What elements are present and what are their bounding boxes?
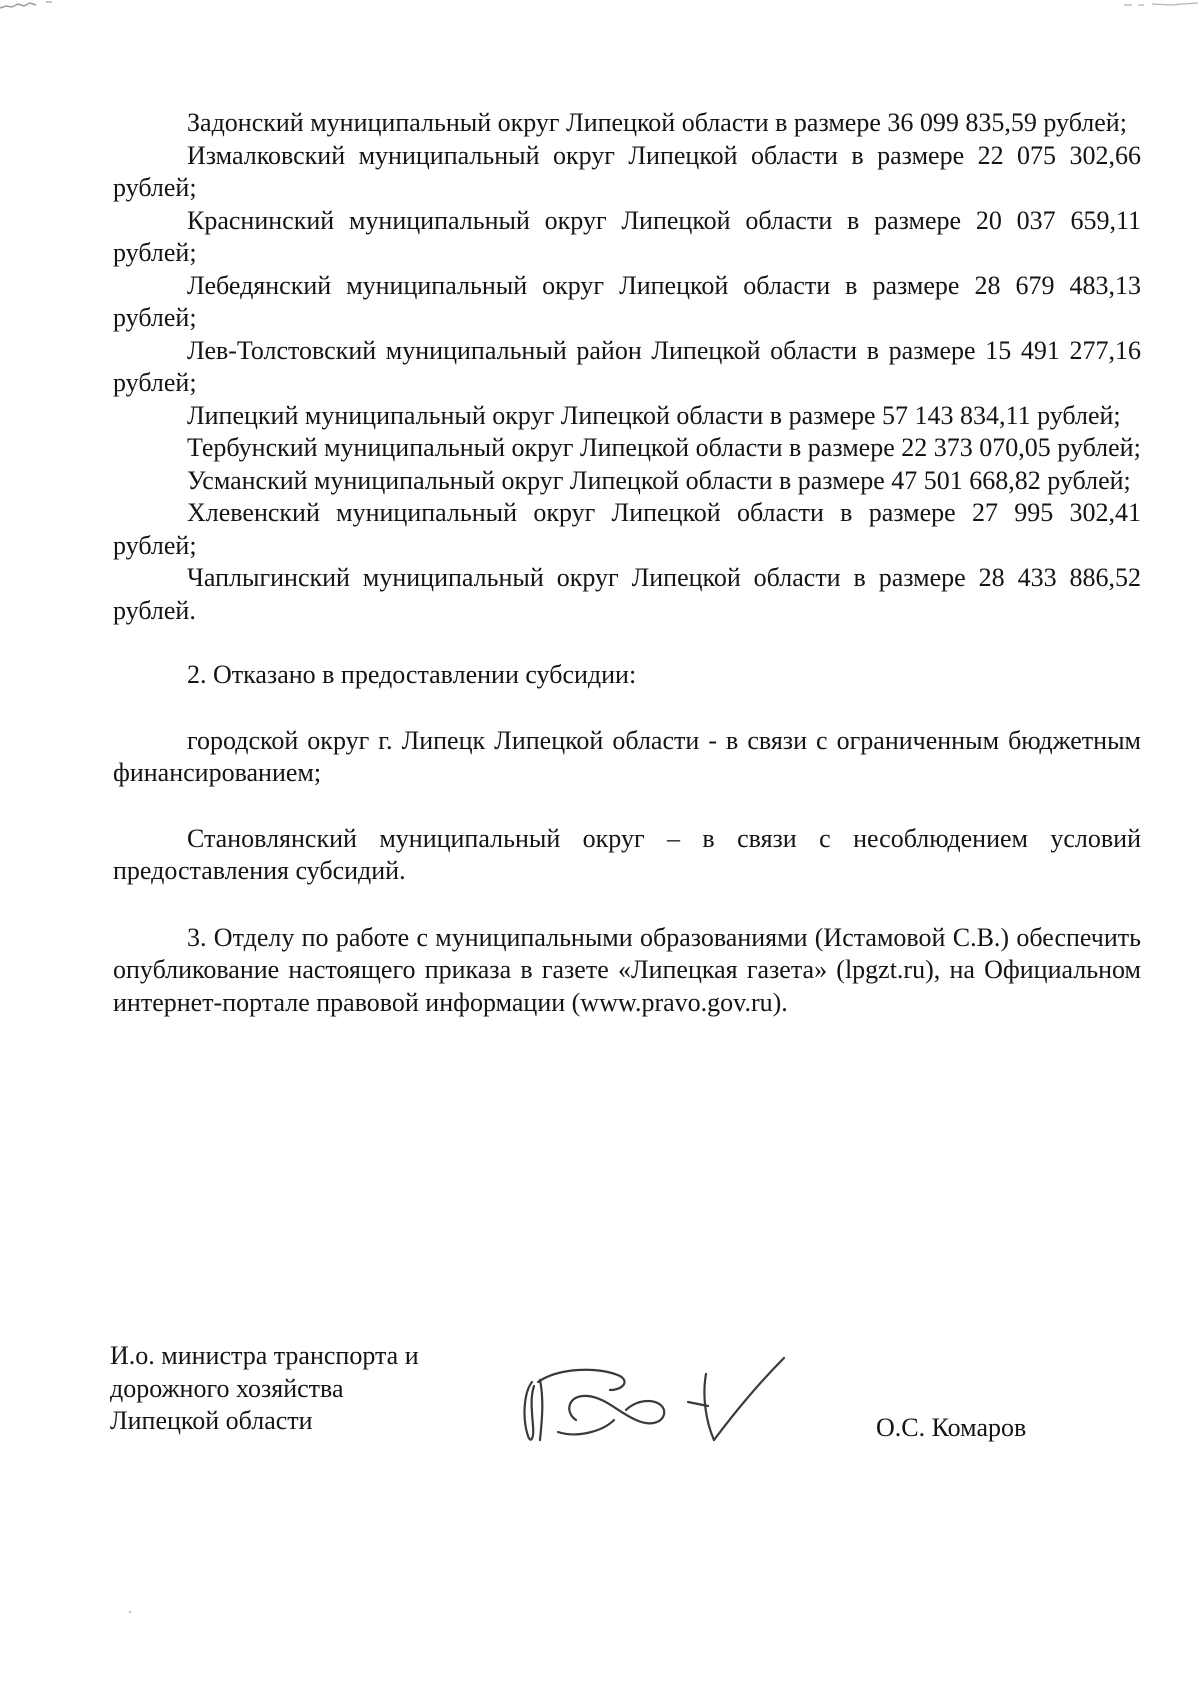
document-body bbox=[113, 107, 1141, 1019]
allocation-item: Лебедянский муниципальный округ Липецкой области в размере 28 679 483,13 рублей; bbox=[113, 270, 1141, 332]
allocation-item: Краснинский муниципальный округ Липецкой области в размере 20 037 659,11 рублей; bbox=[113, 205, 1141, 267]
refusal-item: Становлянский муниципальный округ – в связи с несоблюдением условий предоставления субсидий. bbox=[113, 823, 1141, 885]
allocation-item: Измалковский муниципальный округ Липецкой области в размере 22 075 302,66 рублей; bbox=[113, 140, 1141, 202]
signer-name: О.С. Комаров bbox=[876, 1413, 1027, 1442]
scan-artifact-top-right bbox=[1122, 0, 1200, 10]
signatory-position bbox=[110, 1340, 470, 1438]
item-3-paragraph: 3. Отделу по работе с муниципальными образованиями (Истамовой С.В.) обеспечить опубликование настоящего приказа в газете «Липецкая газета» (lpgzt.ru), на Официальном интернет-портале правовой информации (www.pravo.gov.ru). bbox=[113, 922, 1141, 1017]
allocation-item: Липецкий муниципальный округ Липецкой области в размере 57 143 834,11 рублей; bbox=[187, 400, 1121, 430]
signatory-position-line: И.о. министра транспорта и bbox=[110, 1341, 419, 1370]
allocation-item: Тербунский муниципальный округ Липецкой области в размере 22 373 070,05 рублей; bbox=[187, 433, 1141, 462]
allocation-item: Чаплыгинский муниципальный округ Липецкой области в размере 28 433 886,52 рублей. bbox=[113, 563, 1141, 625]
allocation-item: Задонский муниципальный округ Липецкой области в размере 36 099 835,59 рублей; bbox=[187, 108, 1127, 137]
signatory-position-line: дорожного хозяйства bbox=[110, 1373, 344, 1403]
scan-artifact-top-left bbox=[0, 0, 70, 14]
allocation-item: Усманский муниципальный округ Липецкой области в размере 47 501 668,82 рублей; bbox=[187, 465, 1131, 495]
allocation-item: Хлевенский муниципальный округ Липецкой области в размере 27 995 302,41 рублей; bbox=[113, 498, 1141, 560]
handwritten-signature bbox=[518, 1340, 818, 1460]
scan-artifact-dot bbox=[128, 1610, 132, 1614]
signatory-position-line: Липецкой области bbox=[110, 1406, 313, 1435]
item-2-heading: 2. Отказано в предоставлении субсидии: bbox=[187, 660, 637, 689]
refusal-item: городской округ г. Липецк Липецкой области - в связи с ограниченным бюджетным финансированием; bbox=[113, 725, 1141, 787]
allocation-item: Лев-Толстовский муниципальный район Липецкой области в размере 15 491 277,16 рублей; bbox=[113, 335, 1141, 397]
